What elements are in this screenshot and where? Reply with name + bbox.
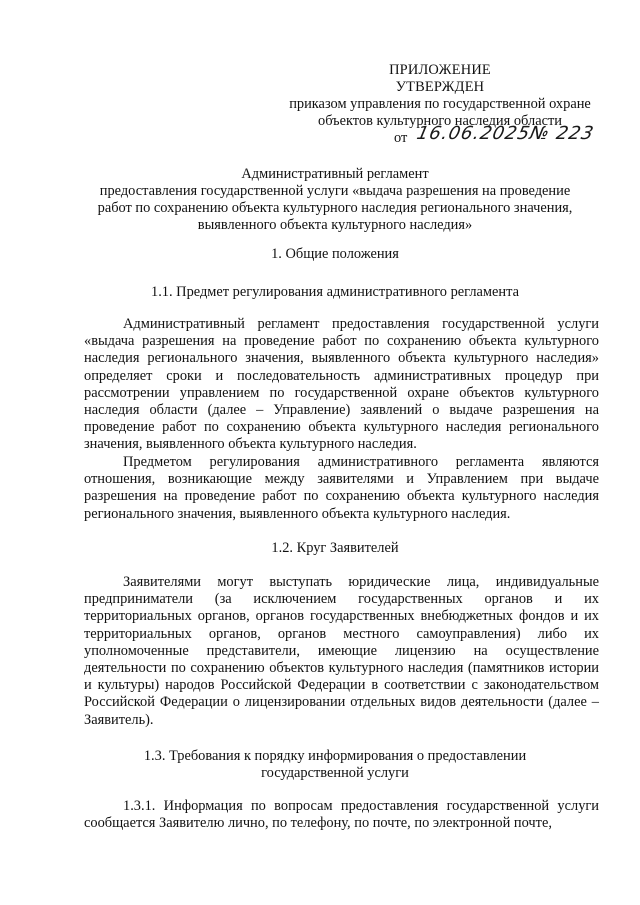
regulation-subtitle-line-3: выявленного объекта культурного наследия»: [197, 217, 473, 233]
section-1-3-heading-line-1: 1.3. Требования к порядку информирования о предоставлении: [143, 748, 527, 764]
section-1-3-paragraph-1: 1.3.1. Информация по вопросам предоставления государственной услуги сообщается Заявителю лично, по телефону, по почте, по электронной почте,: [84, 798, 599, 832]
section-1-1-paragraph-2: Предметом регулирования административного регламента являются отношения, возникающие между заявителями и Управлением при выдаче разрешения на проведение работ по сохранению объекта культурного наследия регионального значения, выявленного объекта культурного наследия.: [84, 454, 599, 522]
order-line-1: приказом управления по государственной охране: [289, 96, 591, 112]
order-line-2: объектов культурного наследия области: [318, 113, 562, 129]
regulation-header: [70, 166, 600, 234]
section-1-2-paragraph-1: Заявителями могут выступать юридические лица, индивидуальные предприниматели (за исключением государственных органов и их территориальных органов, органов государственных внебюджетных фондов и их территориальных органов, органов местного самоуправления) либо их уполномоченные представители, имеющие лицензию на осуществление деятельности по сохранению объектов культурного наследия (памятников истории и культуры) народов Российской Федерации в соответствии с законодательством Российской Федерации о лицензировании отдельных видов деятельности (далее – Заявитель).: [84, 574, 599, 728]
approved-label: УТВЕРЖДЕН: [395, 79, 485, 95]
section-1-heading: 1. Общие положения: [271, 246, 399, 262]
section-1-1-heading: 1.1. Предмет регулирования административного регламента: [151, 284, 519, 300]
handwritten-date-number: 16.06.2025№ 223: [414, 123, 597, 144]
section-1-1-paragraph-1: Административный регламент предоставления государственной услуги «выдача разрешения на проведение работ по сохранению объекта культурного наследия регионального значения, выявленного объекта культурного наследия» определяет сроки и последовательность административных процедур при рассмотрении управлением по государственной охране объектов культурного наследия области (далее – Управление) заявлений о выдаче разрешения на проведение работ по сохранению объекта культурного наследия регионального значения, выявленного объекта культурного наследия.: [84, 316, 599, 453]
regulation-title: Административный регламент: [241, 166, 429, 182]
date-prefix: от: [394, 130, 408, 146]
approval-block: [270, 62, 610, 150]
appendix-title: ПРИЛОЖЕНИЕ: [389, 62, 491, 78]
regulation-subtitle-line-1: предоставления государственной услуги «выдача разрешения на проведение: [99, 183, 571, 199]
section-1-2-heading: 1.2. Круг Заявителей: [271, 540, 399, 556]
regulation-subtitle-line-2: работ по сохранению объекта культурного наследия регионального значения,: [97, 200, 573, 216]
section-1-3-heading-line-2: государственной услуги: [261, 765, 409, 781]
section-1-3-heading: [70, 748, 600, 782]
order-date-line: [270, 123, 610, 150]
